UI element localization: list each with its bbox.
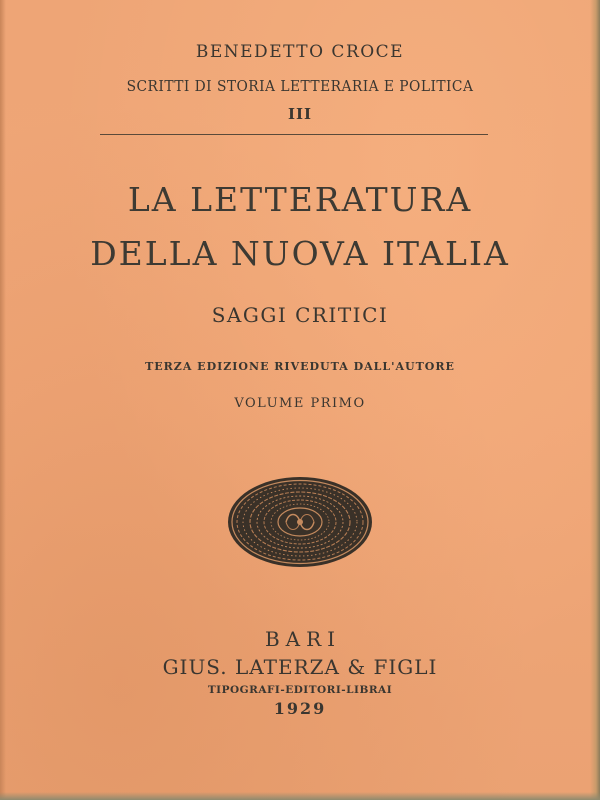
book-title-line-1: LA LETTERATURA <box>127 180 473 219</box>
volume-label: VOLUME PRIMO <box>234 396 366 411</box>
edition-note: TERZA EDIZIONE RIVEDUTA DALL'AUTORE <box>145 360 455 373</box>
series-title: SCRITTI DI STORIA LETTERARIA E POLITICA <box>126 77 474 95</box>
publication-city: BARI <box>264 627 342 651</box>
series-number: III <box>287 105 313 123</box>
author-name: BENEDETTO CROCE <box>195 42 405 62</box>
publisher-emblem-icon <box>225 474 375 570</box>
publisher-name: GIUS. LATERZA & FIGLI <box>162 655 438 679</box>
horizontal-rule <box>100 134 488 135</box>
publisher-description: TIPOGRAFI-EDITORI-LIBRAI <box>207 684 393 696</box>
cover-bottom-edge <box>0 792 600 800</box>
publication-year: 1929 <box>273 699 327 718</box>
book-subtitle: SAGGI CRITICI <box>211 303 389 327</box>
book-title-line-2: DELLA NUOVA ITALIA <box>90 234 510 273</box>
